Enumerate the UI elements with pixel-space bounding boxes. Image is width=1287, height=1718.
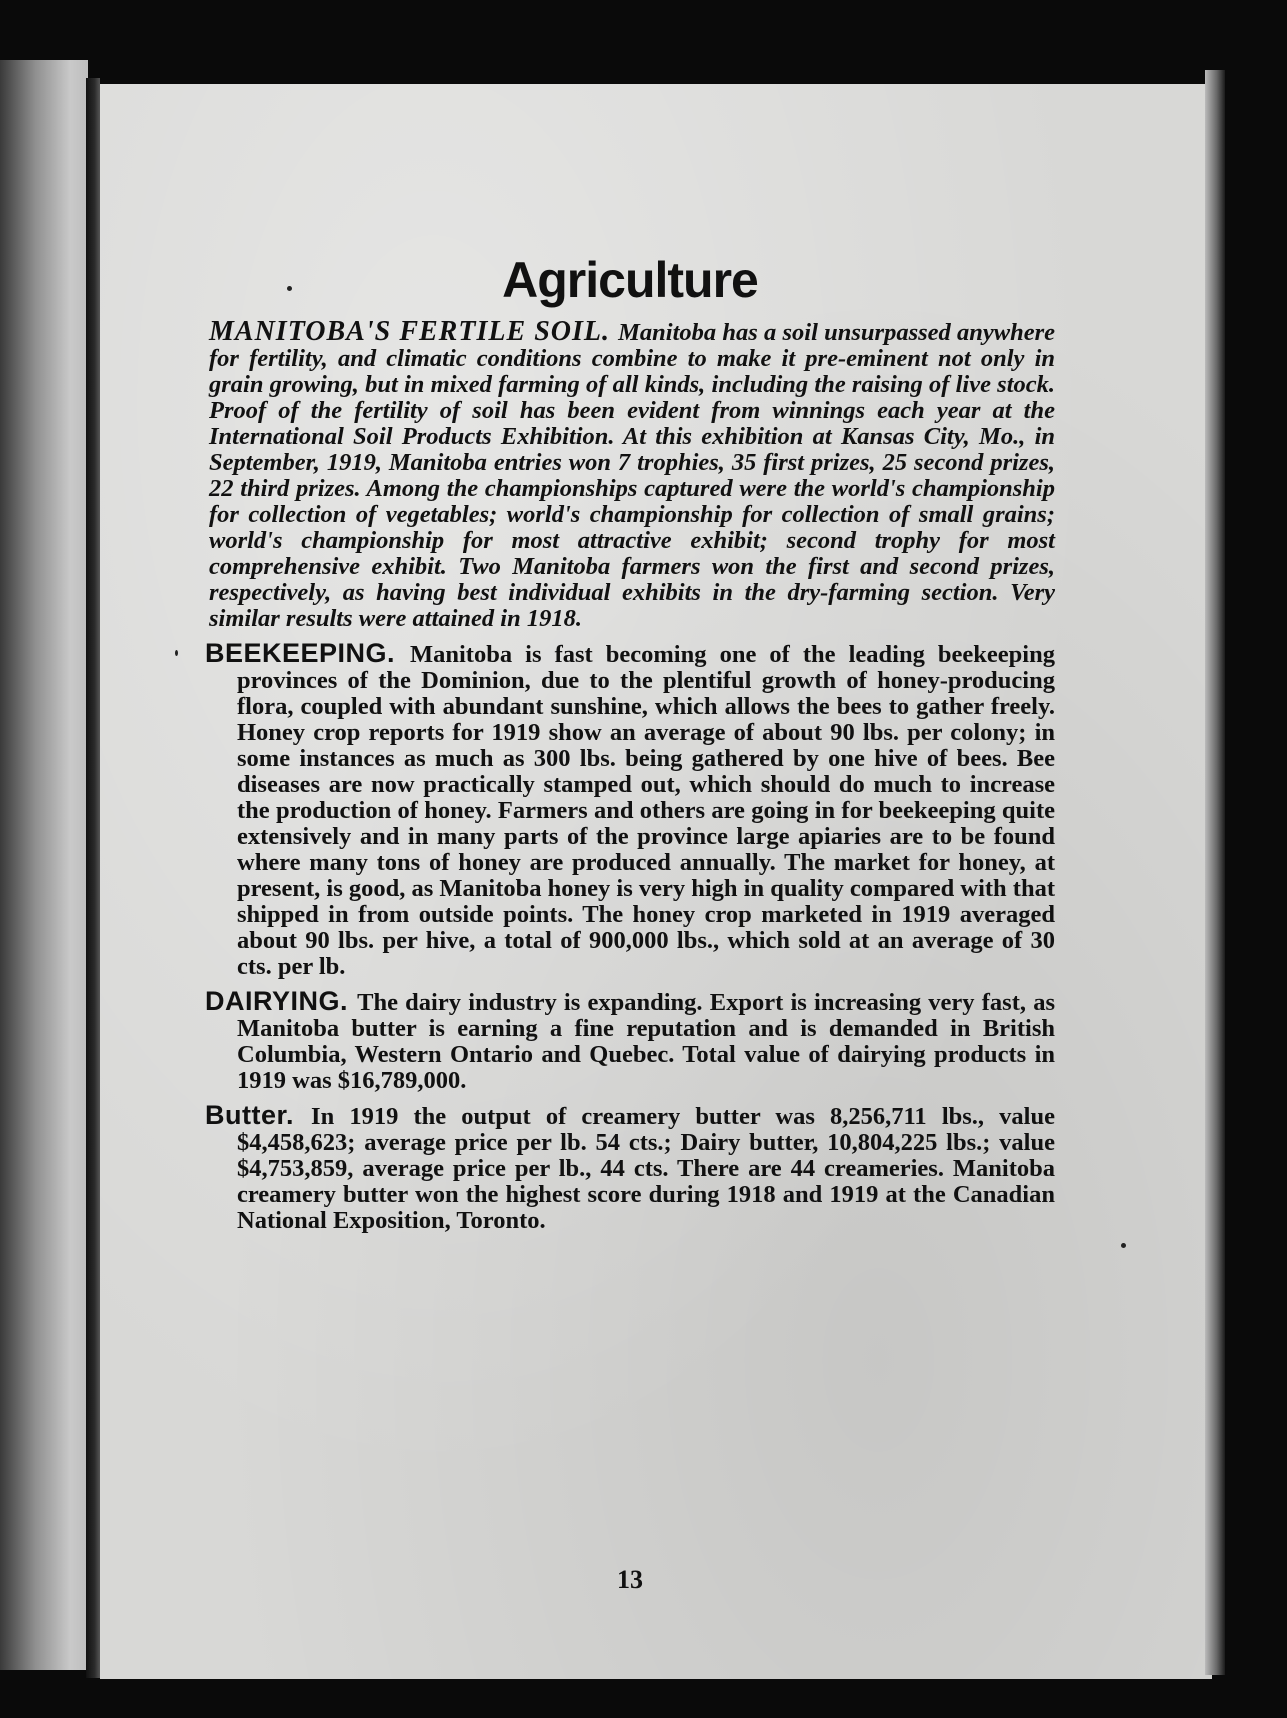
beekeeping-text: Manitoba is fast becoming one of the leading beekeeping provinces of the Dominion, due to the plentiful growth of honey-producing flora, coupled with abundant sunshine, which allows the bees to gather freely. Honey crop reports for 1919 show an average of about 90 lbs. per colony; in some instances as much as 300 lbs. being gathered by one hive of bees. Bee diseases are now practically stamped out, which should do much to increase the production of honey. Farmers and others are going in for beekeeping quite extensively and in many parts of the province large apiaries are to be found where many tons of honey are produced annually. The market for honey, at present, is good, as Manitoba honey is very high in quality compared with that shipped in from outside points. The honey crop marketed in 1919 averaged about 90 lbs. per hive, a total of 900,000 lbs., which sold at an average of 30 cts. per lb. [237,641,1055,980]
page-number: 13 [617,1565,643,1594]
page-content [205,252,1055,1594]
dairying-heading: DAIRYING. [205,986,358,1016]
left-page-edge [0,60,88,1670]
beekeeping-paragraph [205,640,1055,980]
fertile-soil-heading: MANITOBA'S FERTILE SOIL. [209,316,619,347]
page-right-edge [1205,70,1225,1675]
page-title: Agriculture [502,252,758,308]
dairying-text: The dairy industry is expanding. Export is increasing very fast, as Manitoba butter is earning a fine reputation and is demanded in British Columbia, Western Ontario and Quebec. Total value of dairying products in 1919 was $16,789,000. [237,989,1055,1094]
book-spine [86,78,100,1678]
speck-mark [175,650,178,656]
fertile-soil-text: Manitoba has a soil unsurpassed anywhere for fertility, and climatic conditions combine to make it pre-eminent not only in grain growing, but in mixed farming of all kinds, including the raising of live stock. Proof of the fertility of soil has been evident from winnings each year at the International Soil Products Exhibition. At this exhibition at Kansas City, Mo., in September, 1919, Manitoba entries won 7 trophies, 35 first prizes, 25 second prizes, 22 third prizes. Among the championships captured were the world's championship for collection of vegetables; world's championship for collection of small grains; world's championship for most attractive exhibit; second trophy for most comprehensive exhibit. Two Manitoba farmers won the first and second prizes, respectively, as having best individual exhibits in the dry-farming section. Very similar results were attained in 1918. [209,319,1055,632]
beekeeping-heading: BEEKEEPING. [205,638,410,668]
dairying-paragraph [205,988,1055,1094]
speck-mark [1121,1243,1126,1248]
fertile-soil-paragraph [205,316,1055,632]
butter-paragraph [205,1102,1055,1234]
butter-heading: Butter. [205,1100,312,1130]
butter-text: In 1919 the output of creamery butter was 8,256,711 lbs., value $4,458,623; average price per lb. 54 cts.; Dairy butter, 10,804,225 lbs.; value $4,753,859, average price per lb., 44 cts. There are 44 creameries. Manitoba creamery butter won the highest score during 1918 and 1919 at the Canadian National Exposition, Toronto. [237,1103,1055,1234]
